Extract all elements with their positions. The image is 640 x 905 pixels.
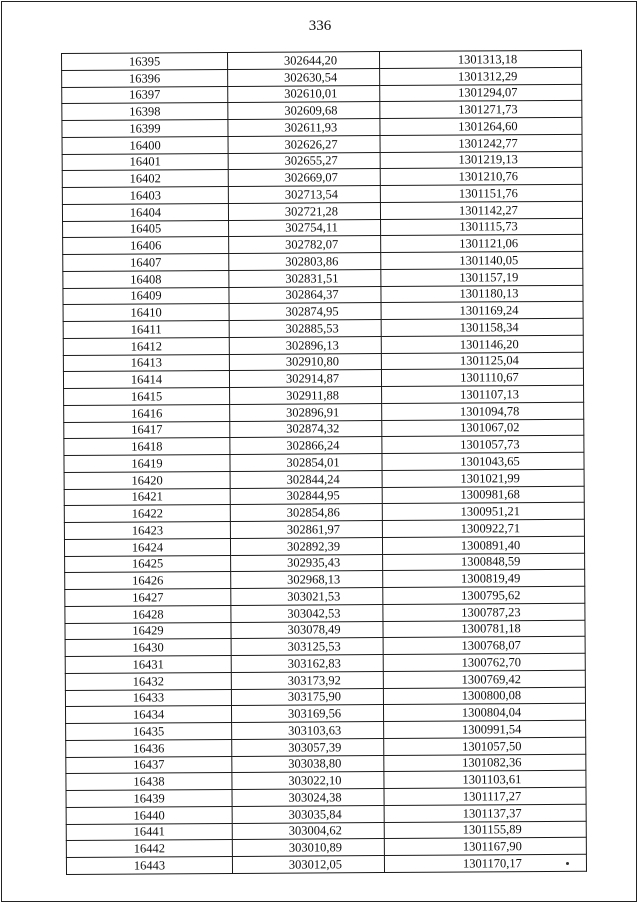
point-number-cell: 16430 [65, 639, 231, 657]
x-coordinate-cell: 302935,43 [231, 554, 383, 572]
point-number-cell: 16415 [64, 387, 230, 405]
x-coordinate-cell: 302896,91 [230, 403, 382, 421]
y-coordinate-cell: 1300795,62 [383, 586, 585, 604]
point-number-cell: 16409 [63, 287, 229, 305]
y-coordinate-cell: 1300781,18 [383, 620, 585, 638]
y-coordinate-cell: 1300951,21 [382, 503, 584, 521]
x-coordinate-cell: 302854,01 [230, 454, 382, 472]
y-coordinate-cell: 1300804,04 [383, 704, 585, 722]
x-coordinate-cell: 303125,53 [231, 638, 383, 656]
x-coordinate-cell: 303169,56 [231, 705, 383, 723]
point-number-cell: 16431 [65, 655, 231, 673]
y-coordinate-cell: 1301180,13 [381, 285, 583, 303]
y-coordinate-cell: 1301219,13 [380, 151, 582, 169]
y-coordinate-cell: 1301142,27 [380, 201, 582, 219]
point-number-cell: 16436 [66, 739, 232, 757]
point-number-cell: 16421 [64, 488, 230, 506]
point-number-cell: 16402 [62, 170, 228, 188]
x-coordinate-cell: 302874,32 [230, 420, 382, 438]
point-number-cell: 16419 [64, 454, 230, 472]
x-coordinate-cell: 303024,38 [232, 789, 384, 807]
y-coordinate-cell: 1301157,19 [381, 268, 583, 286]
y-coordinate-cell: 1301057,50 [384, 737, 586, 755]
y-coordinate-cell: 1300922,71 [382, 519, 584, 537]
y-coordinate-cell: 1300991,54 [384, 720, 586, 738]
y-coordinate-cell: 1301125,04 [381, 352, 583, 370]
x-coordinate-cell: 302866,24 [230, 437, 382, 455]
point-number-cell: 16397 [62, 86, 228, 104]
x-coordinate-cell: 302831,51 [229, 269, 381, 287]
x-coordinate-cell: 302669,07 [228, 169, 380, 187]
y-coordinate-cell: 1301313,18 [379, 50, 581, 68]
y-coordinate-cell: 1301158,34 [381, 318, 583, 336]
point-number-cell: 16411 [63, 320, 229, 338]
x-coordinate-cell: 303021,53 [231, 588, 383, 606]
x-coordinate-cell: 302626,27 [228, 135, 380, 153]
y-coordinate-cell: 1301151,76 [380, 184, 582, 202]
x-coordinate-cell: 302968,13 [231, 571, 383, 589]
x-coordinate-cell: 302803,86 [229, 253, 381, 271]
x-coordinate-cell: 302914,87 [229, 370, 381, 388]
point-number-cell: 16432 [65, 672, 231, 690]
page-number: 336 [308, 18, 332, 34]
point-number-cell: 16422 [64, 505, 230, 523]
y-coordinate-cell: 1300819,49 [383, 570, 585, 588]
point-number-cell: 16423 [64, 521, 230, 539]
x-coordinate-cell: 303103,63 [232, 722, 384, 740]
x-coordinate-cell: 302713,54 [228, 186, 380, 204]
point-number-cell: 16395 [62, 52, 228, 70]
point-number-cell: 16418 [64, 438, 230, 456]
x-coordinate-cell: 302885,53 [229, 320, 381, 338]
point-number-cell: 16399 [62, 119, 228, 137]
y-coordinate-cell: 1300981,68 [382, 486, 584, 504]
y-coordinate-cell: 1300787,23 [383, 603, 585, 621]
y-coordinate-cell: 1301271,73 [380, 101, 582, 119]
x-coordinate-cell: 303004,62 [232, 822, 384, 840]
x-coordinate-cell: 302864,37 [229, 286, 381, 304]
point-number-cell: 16425 [65, 555, 231, 573]
point-number-cell: 16417 [64, 421, 230, 439]
coordinates-table-body [62, 50, 587, 874]
coordinates-table [61, 50, 587, 875]
y-coordinate-cell: 1301057,73 [382, 436, 584, 454]
y-coordinate-cell: 1301043,65 [382, 452, 584, 470]
y-coordinate-cell: 1300891,40 [382, 536, 584, 554]
point-number-cell: 16412 [63, 337, 229, 355]
x-coordinate-cell: 302655,27 [228, 152, 380, 170]
point-number-cell: 16427 [65, 588, 231, 606]
x-coordinate-cell: 303038,80 [232, 755, 384, 773]
x-coordinate-cell: 303012,05 [232, 856, 384, 874]
y-coordinate-cell: 1300848,59 [383, 553, 585, 571]
x-coordinate-cell: 302644,20 [227, 52, 379, 70]
point-number-cell: 16404 [62, 203, 228, 221]
point-number-cell: 16443 [66, 856, 232, 874]
y-coordinate-cell: 1301155,89 [384, 821, 586, 839]
point-number-cell: 16410 [63, 304, 229, 322]
point-number-cell: 16429 [65, 622, 231, 640]
table-row [66, 854, 586, 874]
point-number-cell: 16424 [64, 538, 230, 556]
y-coordinate-cell: 1301170,17 [384, 854, 586, 872]
x-coordinate-cell: 302630,54 [228, 68, 380, 86]
x-coordinate-cell: 303010,89 [232, 839, 384, 857]
point-number-cell: 16401 [62, 153, 228, 171]
y-coordinate-cell: 1301140,05 [381, 251, 583, 269]
y-coordinate-cell: 1301242,77 [380, 134, 582, 152]
point-number-cell: 16406 [63, 237, 229, 255]
y-coordinate-cell: 1301067,02 [382, 419, 584, 437]
y-coordinate-cell: 1301146,20 [381, 335, 583, 353]
x-coordinate-cell: 302844,95 [230, 487, 382, 505]
x-coordinate-cell: 303078,49 [231, 621, 383, 639]
x-coordinate-cell: 302896,13 [229, 336, 381, 354]
point-number-cell: 16437 [66, 756, 232, 774]
y-coordinate-cell: 1301294,07 [380, 84, 582, 102]
point-number-cell: 16441 [66, 823, 232, 841]
point-number-cell: 16405 [63, 220, 229, 238]
y-coordinate-cell: 1301021,99 [382, 469, 584, 487]
point-number-cell: 16434 [65, 706, 231, 724]
x-coordinate-cell: 302910,80 [229, 353, 381, 371]
x-coordinate-cell: 302892,39 [230, 537, 382, 555]
x-coordinate-cell: 302609,68 [228, 102, 380, 120]
y-coordinate-cell: 1301103,61 [384, 771, 586, 789]
point-number-cell: 16428 [65, 605, 231, 623]
point-number-cell: 16413 [63, 354, 229, 372]
point-number-cell: 16435 [66, 722, 232, 740]
y-coordinate-cell: 1301121,06 [381, 235, 583, 253]
point-number-cell: 16439 [66, 789, 232, 807]
point-number-cell: 16398 [62, 103, 228, 121]
point-number-cell: 16408 [63, 270, 229, 288]
scan-speck [566, 862, 569, 865]
y-coordinate-cell: 1301264,60 [380, 117, 582, 135]
y-coordinate-cell: 1300768,07 [383, 637, 585, 655]
x-coordinate-cell: 303042,53 [231, 604, 383, 622]
y-coordinate-cell: 1301107,13 [382, 385, 584, 403]
x-coordinate-cell: 302844,24 [230, 470, 382, 488]
x-coordinate-cell: 302754,11 [229, 219, 381, 237]
y-coordinate-cell: 1301082,36 [384, 754, 586, 772]
point-number-cell: 16442 [66, 840, 232, 858]
point-number-cell: 16426 [65, 572, 231, 590]
point-number-cell: 16420 [64, 471, 230, 489]
point-number-cell: 16438 [66, 773, 232, 791]
x-coordinate-cell: 303022,10 [232, 772, 384, 790]
x-coordinate-cell: 303057,39 [232, 738, 384, 756]
point-number-cell: 16400 [62, 136, 228, 154]
coordinates-table-container [61, 50, 586, 875]
x-coordinate-cell: 302721,28 [228, 202, 380, 220]
point-number-cell: 16396 [62, 69, 228, 87]
y-coordinate-cell: 1300769,42 [383, 670, 585, 688]
x-coordinate-cell: 303035,84 [232, 805, 384, 823]
y-coordinate-cell: 1301169,24 [381, 302, 583, 320]
y-coordinate-cell: 1300762,70 [383, 653, 585, 671]
x-coordinate-cell: 302610,01 [228, 85, 380, 103]
x-coordinate-cell: 302874,95 [229, 303, 381, 321]
point-number-cell: 16403 [62, 186, 228, 204]
y-coordinate-cell: 1301117,27 [384, 787, 586, 805]
y-coordinate-cell: 1301115,73 [381, 218, 583, 236]
x-coordinate-cell: 302611,93 [228, 119, 380, 137]
y-coordinate-cell: 1301312,29 [380, 67, 582, 85]
x-coordinate-cell: 302861,97 [230, 521, 382, 539]
point-number-cell: 16416 [64, 404, 230, 422]
y-coordinate-cell: 1301210,76 [380, 168, 582, 186]
x-coordinate-cell: 302782,07 [229, 236, 381, 254]
x-coordinate-cell: 302854,86 [230, 504, 382, 522]
x-coordinate-cell: 302911,88 [230, 387, 382, 405]
point-number-cell: 16440 [66, 806, 232, 824]
point-number-cell: 16414 [63, 371, 229, 389]
point-number-cell: 16433 [65, 689, 231, 707]
x-coordinate-cell: 303175,90 [231, 688, 383, 706]
y-coordinate-cell: 1301167,90 [384, 838, 586, 856]
y-coordinate-cell: 1301110,67 [381, 369, 583, 387]
y-coordinate-cell: 1301094,78 [382, 402, 584, 420]
x-coordinate-cell: 303162,83 [231, 655, 383, 673]
y-coordinate-cell: 1301137,37 [384, 804, 586, 822]
y-coordinate-cell: 1300800,08 [383, 687, 585, 705]
x-coordinate-cell: 303173,92 [231, 671, 383, 689]
point-number-cell: 16407 [63, 253, 229, 271]
